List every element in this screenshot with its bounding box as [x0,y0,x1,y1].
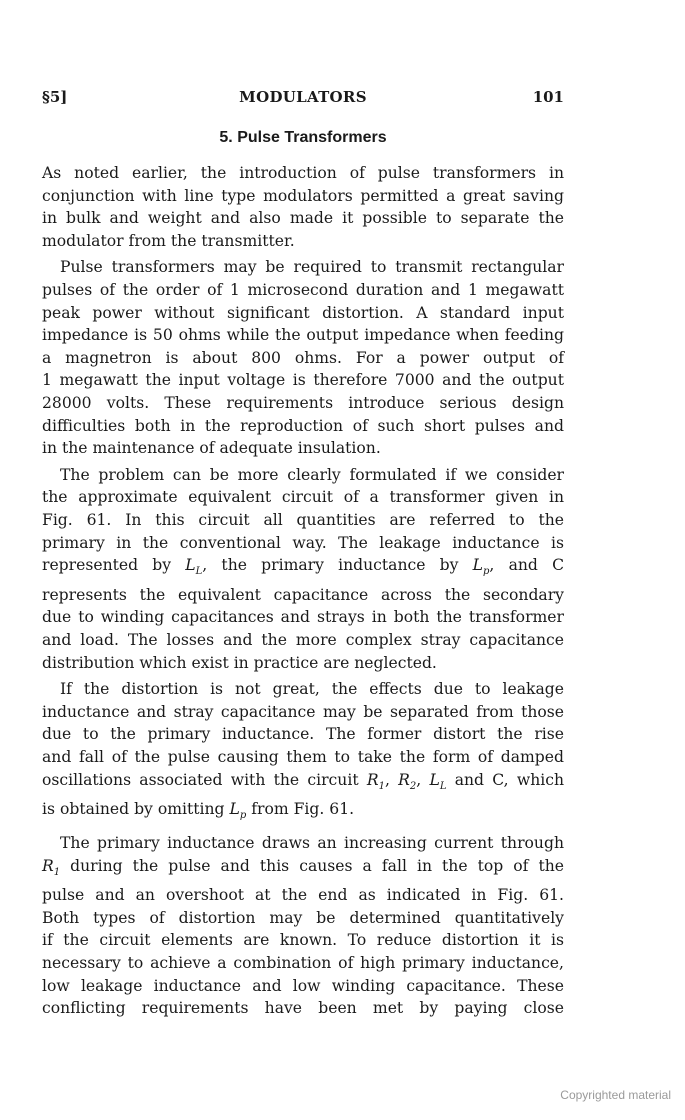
text-line: the approximate equivalent circuit of a transformer given in [42,488,564,507]
text-line: If the distortion is not great, the effects due to leakage [60,680,564,699]
text-line: and load. The losses and the more complex stray capacitance [42,630,564,649]
text-line: oscillations associated with the circuit $R_1$, $R_2$, $L_L$ and C, which [42,770,564,792]
text-line: The problem can be more clearly formulated if we consider [60,465,564,484]
text-line: distribution which exist in practice are neglected. [42,653,437,672]
text-line: Both types of distortion may be determined quantitatively [42,908,564,927]
page-number: 101 [532,88,564,106]
text-line: primary in the conventional way. The leakage inductance is [42,533,564,552]
text-line: due to the primary inductance. The former distort the rise [42,725,564,744]
text-line: and fall of the pulse causing them to take the form of damped [42,747,564,766]
text-line: a magnetron is about 800 ohms. For a power output of [42,348,564,367]
running-head [42,88,564,112]
chapter-title: MODULATORS [239,88,367,106]
text-line: if the circuit elements are known. To reduce distortion it is [42,931,564,950]
body-text [42,162,564,1020]
text-line: 1 megawatt the input voltage is therefore 7000 and the output [42,371,564,390]
text-line: Fig. 61. In this circuit all quantities are referred to the [42,510,564,529]
paragraph [42,678,564,828]
paragraph [42,832,564,1020]
text-line: inductance and stray capacitance may be separated from those [42,702,564,721]
text-line: in bulk and weight and also made it possible to separate the [42,209,564,228]
text-line: conjunction with line type modulators permitted a great saving [42,186,564,205]
paragraph [42,464,564,674]
text-line: low leakage inductance and low winding capacitance. These [42,976,564,995]
text-line: represents the equivalent capacitance across the secondary [42,585,564,604]
text-line: modulator from the transmitter. [42,231,295,250]
text-line: pulses of the order of 1 microsecond duration and 1 megawatt [42,280,564,299]
text-line: necessary to achieve a combination of high primary inductance, [42,954,564,973]
paragraph [42,256,564,459]
text-line: pulse and an overshoot at the end as indicated in Fig. 61. [42,886,564,905]
text-line: represented by $L_L$, the primary inductance by $L_p$, and C [42,556,565,578]
text-line: due to winding capacitances and strays in both the transformer [42,608,564,627]
text-line: is obtained by omitting $L_p$ from Fig. 61. [42,800,355,822]
paragraph [42,162,564,252]
text-line: conflicting requirements have been met by paying close [42,999,564,1018]
text-line: difficulties both in the reproduction of such short pulses and [42,416,564,435]
text-line: peak power without significant distortion. A standard input [42,303,564,322]
section-title: 5. Pulse Transformers [219,129,387,146]
section-reference: §5] [42,88,68,106]
text-line: 28000 volts. These requirements introduce serious design [42,393,564,412]
text-line: impedance is 50 ohms while the output impedance when feeding [42,326,564,345]
text-line: As noted earlier, the introduction of pulse transformers in [42,164,564,182]
text-line: Pulse transformers may be required to transmit rectangular [60,258,564,277]
text-line: The primary inductance draws an increasing current through [60,833,564,852]
text-line: in the maintenance of adequate insulation. [42,439,381,458]
text-line: $R_1$ during the pulse and this causes a fall in the top of the [42,856,564,878]
copyright-watermark: Copyrighted material [560,1088,671,1102]
